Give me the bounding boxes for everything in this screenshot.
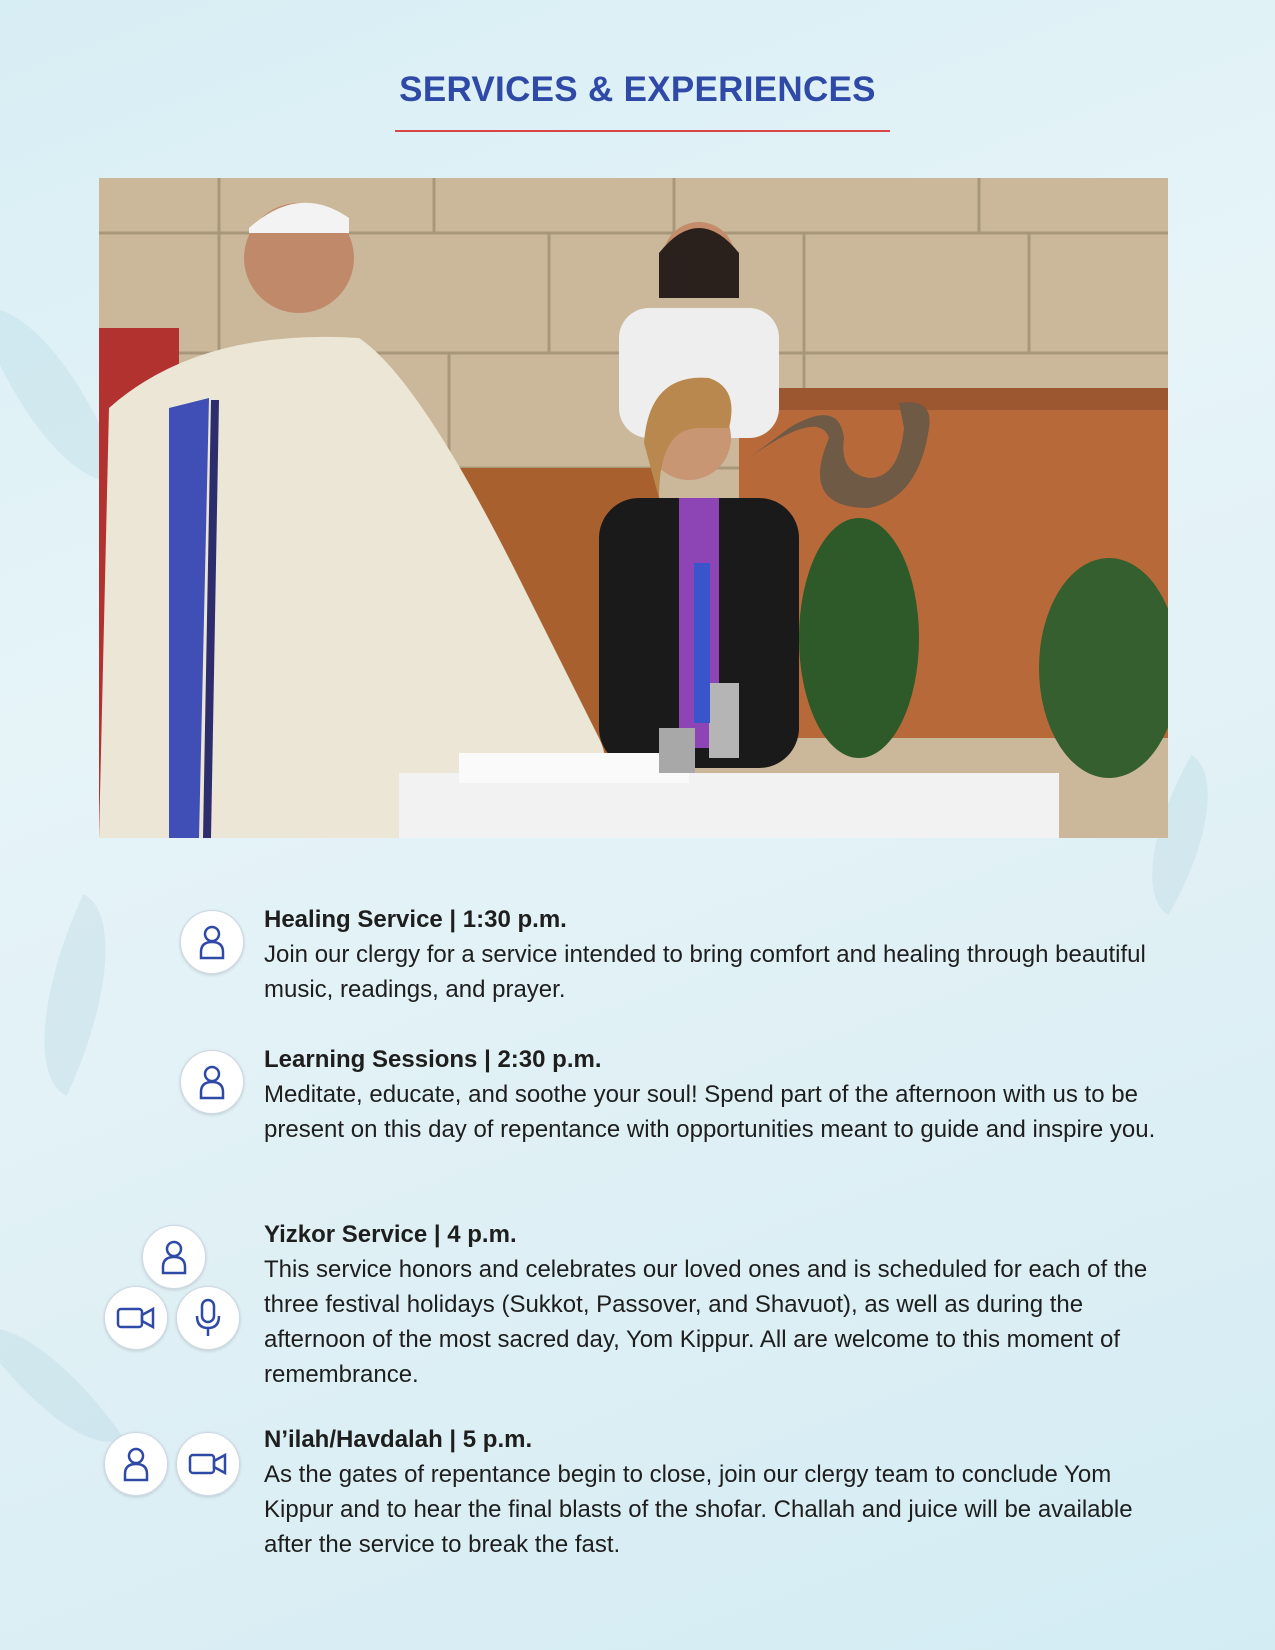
service-description: As the gates of repentance begin to close, join our clergy team to conclude Yom Kippur and to hear the final blasts of the shofar. Challah and juice will be available after the service to break the fast. <box>264 1461 1133 1558</box>
person-icon <box>142 1225 206 1289</box>
service-heading: Learning Sessions | 2:30 p.m. <box>264 1046 602 1073</box>
service-item <box>264 1422 1164 1562</box>
person-icon <box>180 910 244 974</box>
background-leaf <box>3 894 147 1096</box>
service-item <box>264 902 1164 1007</box>
service-description: This service honors and celebrates our loved ones and is scheduled for each of the three festival holidays (Sukkot, Passover, and Shavuot), as well as during the afternoon of the most sacred day, Yom Kippur. All are welcome to this moment of remembrance. <box>264 1256 1148 1388</box>
microphone-icon <box>176 1286 240 1350</box>
page-title: SERVICES & EXPERIENCES <box>399 70 876 109</box>
video-camera-icon <box>104 1286 168 1350</box>
video-camera-icon <box>176 1432 240 1496</box>
person-icon <box>180 1050 244 1114</box>
service-description: Join our clergy for a service intended to bring comfort and healing through beautiful music, readings, and prayer. <box>264 941 1146 1003</box>
service-heading: Yizkor Service | 4 p.m. <box>264 1221 517 1248</box>
title-divider <box>395 130 890 132</box>
service-item <box>264 1042 1164 1147</box>
service-photo <box>99 178 1168 838</box>
person-icon <box>104 1432 168 1496</box>
service-description: Meditate, educate, and soothe your soul! Spend part of the afternoon with us to be present on this day of repentance with opportunities meant to guide and inspire you. <box>264 1081 1156 1143</box>
service-heading: Healing Service | 1:30 p.m. <box>264 906 567 933</box>
service-item <box>264 1217 1164 1392</box>
service-heading: N’ilah/Havdalah | 5 p.m. <box>264 1426 533 1453</box>
